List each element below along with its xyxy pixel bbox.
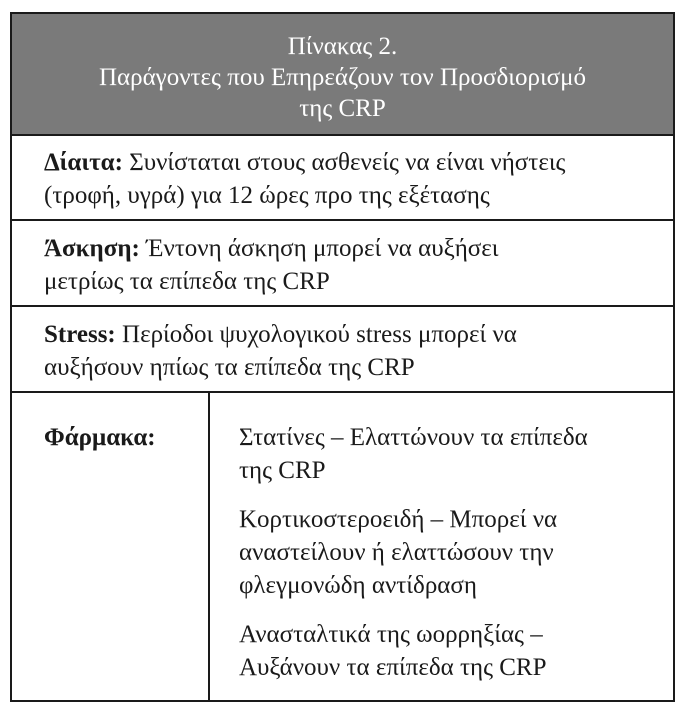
drug-item-line: Αυξάνουν τα επίπεδα της CRP: [239, 654, 547, 681]
table-title-line2: της CRP: [299, 95, 386, 122]
diet-text-line1: Συνίσταται στους ασθενείς να είναι νήστεις: [122, 149, 566, 176]
diet-text-line2: (τροφή, υγρά) για 12 ώρες προ της εξέτασης: [44, 182, 490, 209]
drug-item-corticosteroids: [239, 503, 659, 602]
crp-factors-table: [10, 12, 675, 702]
exercise-label: Άσκηση:: [44, 235, 140, 262]
drug-item-line: Στατίνες – Ελαττώνουν τα επίπεδα: [239, 424, 588, 451]
exercise-line1: [44, 232, 659, 265]
diet-line1: [44, 146, 659, 179]
drugs-label: Φάρμακα:: [44, 424, 156, 451]
row-diet: [12, 136, 673, 221]
drugs-list: [239, 421, 659, 700]
table-header: [12, 14, 673, 136]
drug-item-line: Κορτικοστεροειδή – Μπορεί να: [239, 506, 558, 533]
exercise-text-line1: Έντονη άσκηση μπορεί να αυξήσει: [139, 235, 499, 262]
table-title-line1: Παράγοντες που Επηρεάζουν τον Προσδιορισμό: [98, 64, 587, 91]
column-divider: [208, 393, 210, 702]
drug-item-line: φλεγμονώδη αντίδραση: [239, 572, 477, 599]
row-stress: [12, 307, 673, 393]
drug-item-statins: [239, 421, 659, 487]
drug-item-line: της CRP: [239, 457, 326, 484]
drug-item-line: Ανασταλτικά της ωορρηξίας –: [239, 621, 543, 648]
stress-text-line2: αυξήσουν ηπίως τα επίπεδα της CRP: [44, 354, 415, 381]
exercise-text-line2: μετρίως τα επίπεδα της CRP: [44, 268, 330, 295]
drug-item-ovulation-inhibitors: [239, 618, 659, 684]
stress-line1: [44, 318, 659, 351]
table-number: Πίνακας 2.: [287, 33, 398, 60]
row-exercise: [12, 221, 673, 307]
row-drugs: [12, 393, 673, 702]
diet-label: Δίαιτα:: [44, 149, 123, 176]
stress-label: Stress:: [44, 321, 116, 348]
stress-text-line1: Περίοδοι ψυχολογικού stress μπορεί να: [115, 321, 517, 348]
drug-item-line: αναστείλουν ή ελαττώσουν την: [239, 539, 554, 566]
